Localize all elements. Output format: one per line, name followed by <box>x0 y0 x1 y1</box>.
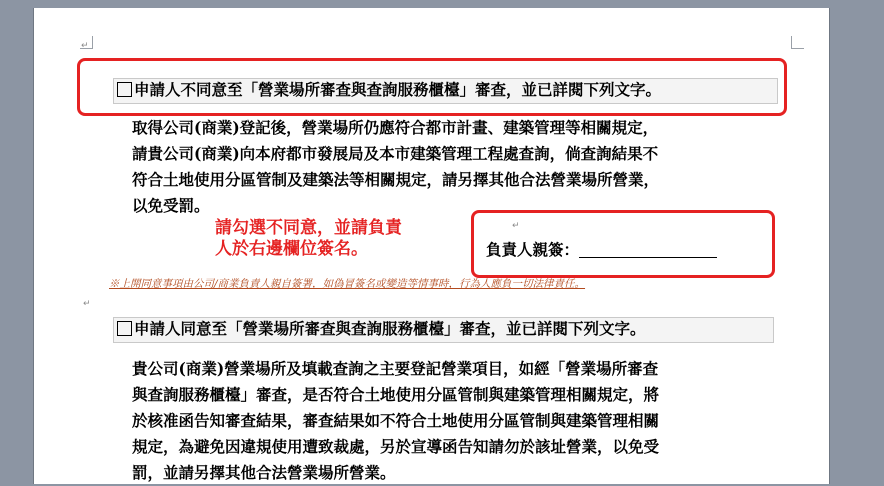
paragraph-line: 於核准函告知審查結果，審查結果如不符合土地使用分區管制與建築管理相關 <box>132 411 660 430</box>
disclaimer-note: ※上開同意事項由公司/商業負責人親自簽署，如偽冒簽名或變造等情事時，行為人應負一切法律責任。 <box>109 278 586 290</box>
paragraph-line: 規定，為避免因違規使用遭致裁處，另於宣導函告知請勿於該址營業，以免受 <box>132 437 660 456</box>
paragraph-line: 請貴公司(商業)向本府都市發展局及本市建築管理工程處查詢，倘查詢結果不 <box>132 144 659 163</box>
margin-corner-mark <box>791 36 804 49</box>
signature-label: 負責人親簽： <box>486 240 580 259</box>
red-instruction-note <box>215 218 402 260</box>
agree-paragraph <box>132 356 792 486</box>
paragraph-line: 以免受罰。 <box>132 196 210 215</box>
agree-checkbox[interactable] <box>117 321 132 336</box>
paragraph-line: 貴公司(商業)營業場所及填載查詢之主要登記營業項目，如經「營業場所審查 <box>132 359 659 378</box>
paragraph-line: 與查詢服務櫃檯」審查，是否符合土地使用分區管制與建築管理相關規定，將 <box>132 385 660 404</box>
agree-option-line[interactable] <box>113 317 774 343</box>
paragraph-mark: ↵ <box>83 299 91 309</box>
paragraph-mark: ↵ <box>81 41 89 51</box>
note-line: 人於右邊欄位簽名。 <box>215 239 368 259</box>
highlight-box-refuse <box>77 58 787 116</box>
document-page <box>33 8 830 484</box>
agree-option-label: 申請人同意至「營業場所審查與查詢服務櫃檯」審查，並已詳閱下列文字。 <box>134 319 646 338</box>
paragraph-mark: ↵ <box>512 221 520 231</box>
paragraph-line: 罰，並請另擇其他合法營業場所營業。 <box>132 463 396 482</box>
note-line: 請勾選不同意，並請負責 <box>215 218 402 238</box>
refuse-paragraph <box>132 115 792 219</box>
refuse-option-label: 申請人不同意至「營業場所審查與查詢服務櫃檯」審查，並已詳閱下列文字。 <box>134 80 662 99</box>
signature-row <box>486 238 717 260</box>
signature-field[interactable] <box>579 242 717 258</box>
paragraph-line: 取得公司(商業)登記後，營業場所仍應符合都市計畫、建築管理等相關規定， <box>132 118 659 137</box>
paragraph-line: 符合土地使用分區管制及建築法等相關規定，請另擇其他合法營業場所營業， <box>132 170 660 189</box>
